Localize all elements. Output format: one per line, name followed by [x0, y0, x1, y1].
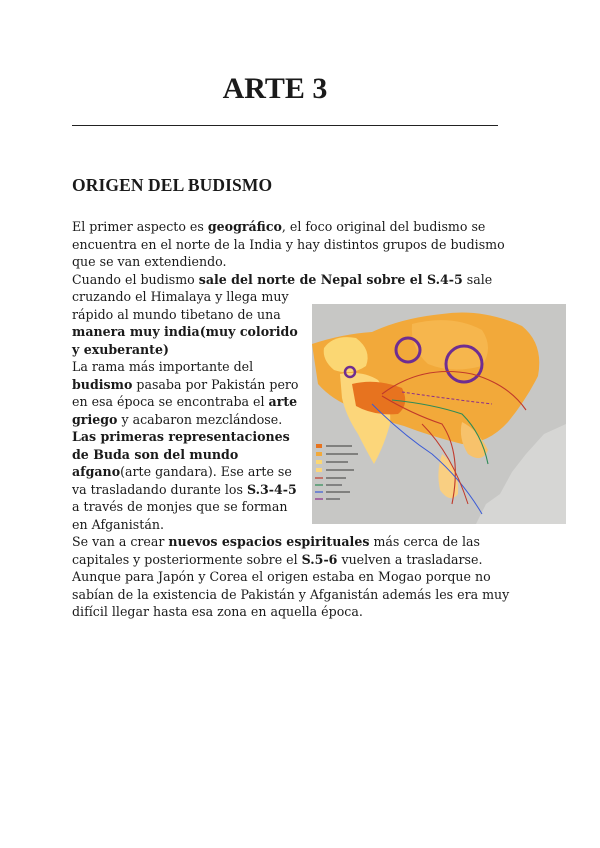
text-run: cruzando el Himalaya y llega muy rápido al mundo tibetano de una — [72, 289, 289, 322]
paragraph-3 — [72, 288, 304, 358]
legend-swatch — [316, 452, 322, 456]
title-divider — [72, 125, 498, 126]
bold-term: manera muy india(muy colorido y exuberante) — [72, 324, 298, 357]
text-run: y acabaron mezclándose. — [117, 411, 283, 427]
paragraph-2 — [72, 271, 512, 289]
text-run: Se van a crear — [72, 534, 169, 549]
bold-term: arte griego — [72, 394, 298, 427]
text-run: Cuando el budismo — [72, 271, 199, 287]
text-run: La rama más importante del — [72, 359, 254, 374]
text-run: sale — [462, 271, 493, 287]
legend-swatch — [316, 460, 322, 464]
text-run: a través de monjes que se forman en Afganistán. — [72, 499, 288, 532]
text-run: , el foco original del budismo se encuentra en el norte de la India y hay distintos grupos de budismo que se van extendiendo. — [72, 219, 505, 269]
bold-term: nuevos espacios espirituales — [168, 534, 370, 549]
text-run: pasaba por Pakistán pero en esa época se encontraba el — [72, 376, 299, 409]
paragraph-1 — [72, 218, 512, 271]
bold-term: S.5-6 — [301, 551, 338, 567]
bold-term: geográfico — [207, 219, 282, 234]
text-run: (arte gandara). Ese arte se va trasladando durante los — [72, 464, 292, 497]
page-title: ARTE 3 — [222, 72, 328, 105]
legend-swatch — [316, 468, 322, 472]
text-run: más cerca de las capitales y posteriormente sobre el — [72, 534, 480, 567]
bold-term: S.3-4-5 — [246, 481, 297, 497]
bold-term: Las primeras representaciones de Buda son del mundo afgano — [72, 429, 290, 479]
section-heading: ORIGEN DEL BUDISMO — [72, 175, 273, 195]
text-run: vuelven a trasladarse. Aunque para Japón y Corea el origen estaba en Mogao porque no sabían de la existencia de Pakistán y Afganistán además les era muy difícil llegar hasta esa zona en aquella época. — [72, 551, 510, 619]
text-run: El primer aspecto es — [72, 219, 208, 234]
bold-term: sale del norte de Nepal sobre el S.4-5 — [198, 271, 463, 287]
paragraph-4 — [72, 358, 304, 533]
legend-swatch — [316, 444, 322, 448]
buddhism-spread-map — [312, 304, 566, 524]
bold-term: budismo — [72, 376, 133, 392]
paragraph-5 — [72, 533, 512, 621]
